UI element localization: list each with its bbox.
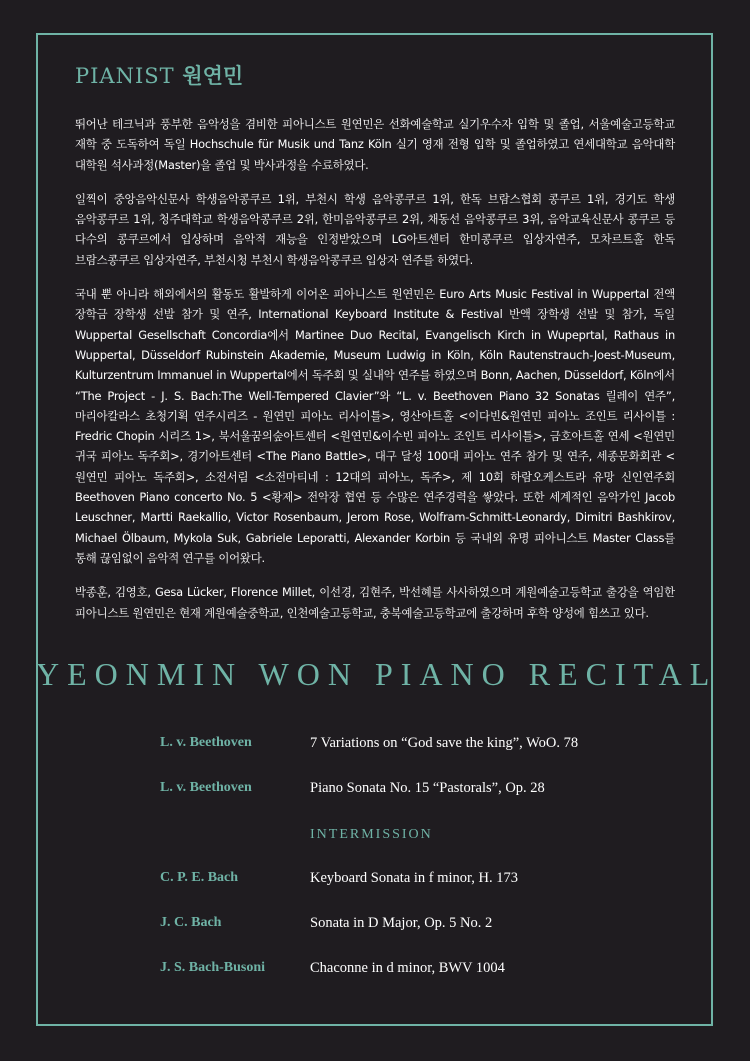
pianist-name: 원연민 xyxy=(182,64,244,88)
bio-paragraph: 일찍이 중앙음악신문사 학생음악콩쿠르 1위, 부천시 학생 음악콩쿠르 1위, 한독 브람스협회 콩쿠르 1위, 경기도 학생 음악콩쿠르 1위, 청주대학교 학생음악콩쿠르 2위, 한미음악콩쿠르 2위, 채동선 음악콩쿠르 3위, 음악교육신문사 콩쿠르 등 다수의 콩쿠르에서 입상하며 음악적 재능을 인정받았으며 LG아트센터 한미콩쿠르 입상자연주, 모차르트홀 한독 브람스콩쿠르 입상자연주, 부천시청 부천시 학생음악콩쿠르 입상자 연주를 하였다. xyxy=(75,191,675,267)
program-item xyxy=(160,915,630,960)
biography xyxy=(75,114,675,637)
composer-name: C. P. E. Bach xyxy=(160,870,239,885)
work-title: 7 Variations on “God save the king”, WoO. 78 xyxy=(310,735,579,751)
work-title: Piano Sonata No. 15 “Pastorals”, Op. 28 xyxy=(310,780,545,796)
program-item xyxy=(160,960,630,1005)
program-item xyxy=(160,735,630,780)
intermission-row xyxy=(160,825,630,870)
work-title: Sonata in D Major, Op. 5 No. 2 xyxy=(310,915,493,931)
program-list xyxy=(160,735,630,1005)
work-title: Keyboard Sonata in f minor, H. 173 xyxy=(310,870,519,886)
composer-name: L. v. Beethoven xyxy=(160,735,252,750)
recital-title: YEONMIN WON PIANO RECITAL xyxy=(36,656,718,692)
bio-paragraph: 박종훈, 김영호, Gesa Lücker, Florence Millet, 이선경, 김현주, 박선혜를 사사하였으며 계원예술고등학교 출강을 역임한 피아니스트 원연민은 현재 계원예술중학교, 인천예술고등학교, 충북예술고등학교에 출강하며 후학 양성에 힘쓰고 있다. xyxy=(75,585,675,620)
composer-name: L. v. Beethoven xyxy=(160,780,252,795)
composer-name: J. C. Bach xyxy=(160,915,222,930)
program-item xyxy=(160,780,630,825)
page-title xyxy=(75,64,243,89)
composer-name: J. S. Bach-Busoni xyxy=(160,960,266,975)
program-item xyxy=(160,870,630,915)
title-english: PIANIST xyxy=(75,64,175,88)
bio-paragraph: 뛰어난 테크닉과 풍부한 음악성을 겸비한 피아니스트 원연민은 선화예술학교 실기우수자 입학 및 졸업, 서울예술고등학교 재학 중 도독하여 독일 Hochschule für Musik und Tanz Köln 실기 영재 전형 입학 및 졸업하였고 연세대학교 음악대학 대학원 석사과정(Master)을 졸업 및 박사과정을 수료하였다. xyxy=(75,117,675,172)
bio-paragraph: 국내 뿐 아니라 해외에서의 활동도 활발하게 이어온 피아니스트 원연민은 Euro Arts Music Festival in Wuppertal 전액 장학금 장학생 선발 참가 및 연주, International Keyboard Institute & Festival 반액 장학생 선발 및 참가, 독일 Wuppertal Gesellschaft Concordia에서 Martinee Duo Recital, Evangelisch Kirch in Wupeprtal, Rathaus in Wuppertal, Düsseldorf Rubinstein Akademie, Museum Ludwig in Köln, Köln Rautenstrauch-Joest-Museum, Kulturzentrum Immanuel in Wuppertal에서 독주회 및 실내악 연주를 하였으며 Bonn, Aachen, Düsseldorf, Köln에서 “The Project - J. S. Bach:The Well-Tempered Clavier”와 “L. v. Beethoven Piano 32 Sonatas 릴레이 연주”, 마리아칼라스 초청기획 연주시리즈 - 원연민 피아노 리사이틀>, 영산아트홀 <이다빈&원연민 피아노 조인트 리사이틀 : Fredric Chopin 시리즈 1>, 북서울꿈의숲아트센터 <원연민&이수빈 피아노 조인트 리사이틀>, 금호아트홀 연세 <원연민 귀국 피아노 독주회>, 경기아트센터 <The Piano Battle>, 대구 달성 100대 피아노 연주 참가 및 연주, 세종문화회관 <원연민 피아노 독주회>, 소전서림 <소전마티네 : 12대의 피아노, 독주>, 제 10회 하람오케스트라 유망 신인연주회 Beethoven Piano concerto No. 5 <황제> 전악장 협연 등 수많은 연주경력을 쌓았다. 또한 세계적인 음악가인 Jacob Leuschner, Martti Raekallio, Victor Rosenbaum, Jerom Rose, Wolfram-Schmitt-Leonardy, Dimitri Bashkirov, Michael Ölbaum, Mykola Suk, Gabriele Leporatti, Alexander Korbin 등 국내외 유명 피아니스트 Master Class를 통해 끊임없이 음악적 연구를 이어왔다. xyxy=(75,287,675,565)
work-title: Chaconne in d minor, BWV 1004 xyxy=(310,960,505,976)
intermission-label: INTERMISSION xyxy=(310,827,433,842)
